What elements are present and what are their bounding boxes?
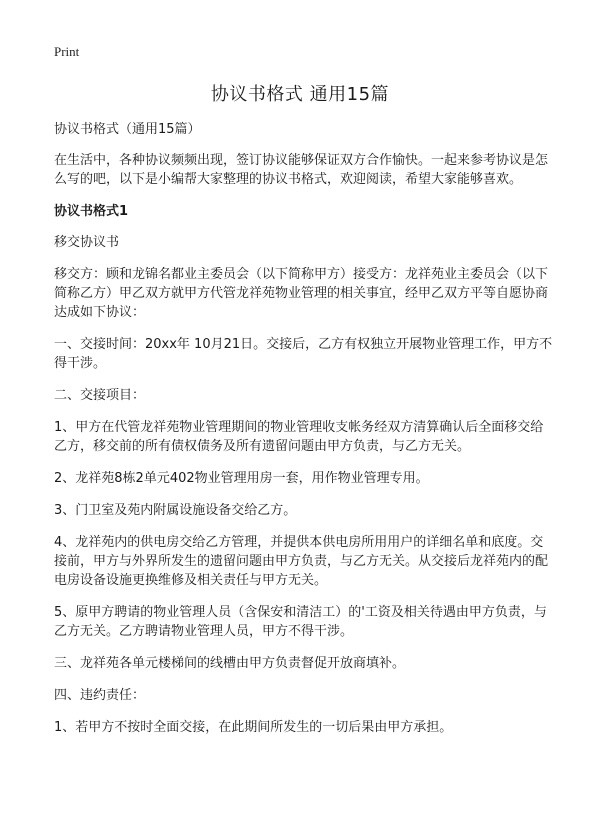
print-link[interactable]: Print [54, 44, 80, 59]
paragraph-stairwell: 三、龙祥苑各单元楼梯间的线槽由甲方负责督促开放商填补。 [54, 656, 406, 671]
paragraph-item-1: 1、甲方在代管龙祥苑物业管理期间的物业管理收支帐务经双方清算确认后全面移交给乙方，移交前的所有债权债务及所有遗留问题由甲方负责，与乙方无关。 [54, 420, 544, 454]
paragraph-item-3: 3、门卫室及苑内附属设施设备交给乙方。 [54, 503, 297, 518]
document-subtitle: 协议书格式（通用15篇） [54, 122, 201, 137]
document-body [54, 120, 554, 750]
paragraph-handover-time: 一、交接时间：20xx年 10月21日。交接后，乙方有权独立开展物业管理工作，甲方不得干涉。 [54, 337, 553, 371]
paragraph-item-5: 5、原甲方聘请的物业管理人员（含保安和清洁工）的'工资及相关待遇由甲方负责，与乙方无关。乙方聘请物业管理人员，甲方不得干涉。 [54, 605, 547, 639]
paragraph-title: 移交协议书 [54, 235, 120, 250]
paragraph-liability-1: 1、若甲方不按时全面交接，在此期间所发生的一切后果由甲方承担。 [54, 720, 453, 735]
paragraph-parties: 移交方：顾和龙锦名都业主委员会（以下简称甲方）接受方：龙祥苑业主委员会（以下简称乙方）甲乙双方就甲方代管龙祥苑物业管理的相关事宜，经甲乙双方平等自愿协商达成如下协议： [54, 267, 549, 320]
intro-paragraph: 在生活中，各种协议频频出现，签订协议能够保证双方合作愉快。一起来参考协议是怎么写的吧，以下是小编帮大家整理的协议书格式，欢迎阅读，希望大家能够喜欢。 [54, 153, 549, 187]
page-title: 协议书格式 通用15篇 [210, 84, 390, 105]
paragraph-handover-items: 二、交接项目： [54, 388, 146, 403]
section-heading: 协议书格式1 [54, 204, 129, 219]
paragraph-liability: 四、违约责任： [54, 688, 146, 703]
paragraph-item-2: 2、龙祥苑8栋2单元402物业管理用房一套，用作物业管理专用。 [54, 471, 429, 486]
paragraph-item-4: 4、龙祥苑内的供电房交给乙方管理，并提供本供电房所用用户的详细名单和底度。交接前，甲方与外界所发生的遗留问题由甲方负责，与乙方无关。从交接后龙祥苑内的配电房设备设施更换维修及相关责任与甲方无关。 [54, 535, 549, 588]
